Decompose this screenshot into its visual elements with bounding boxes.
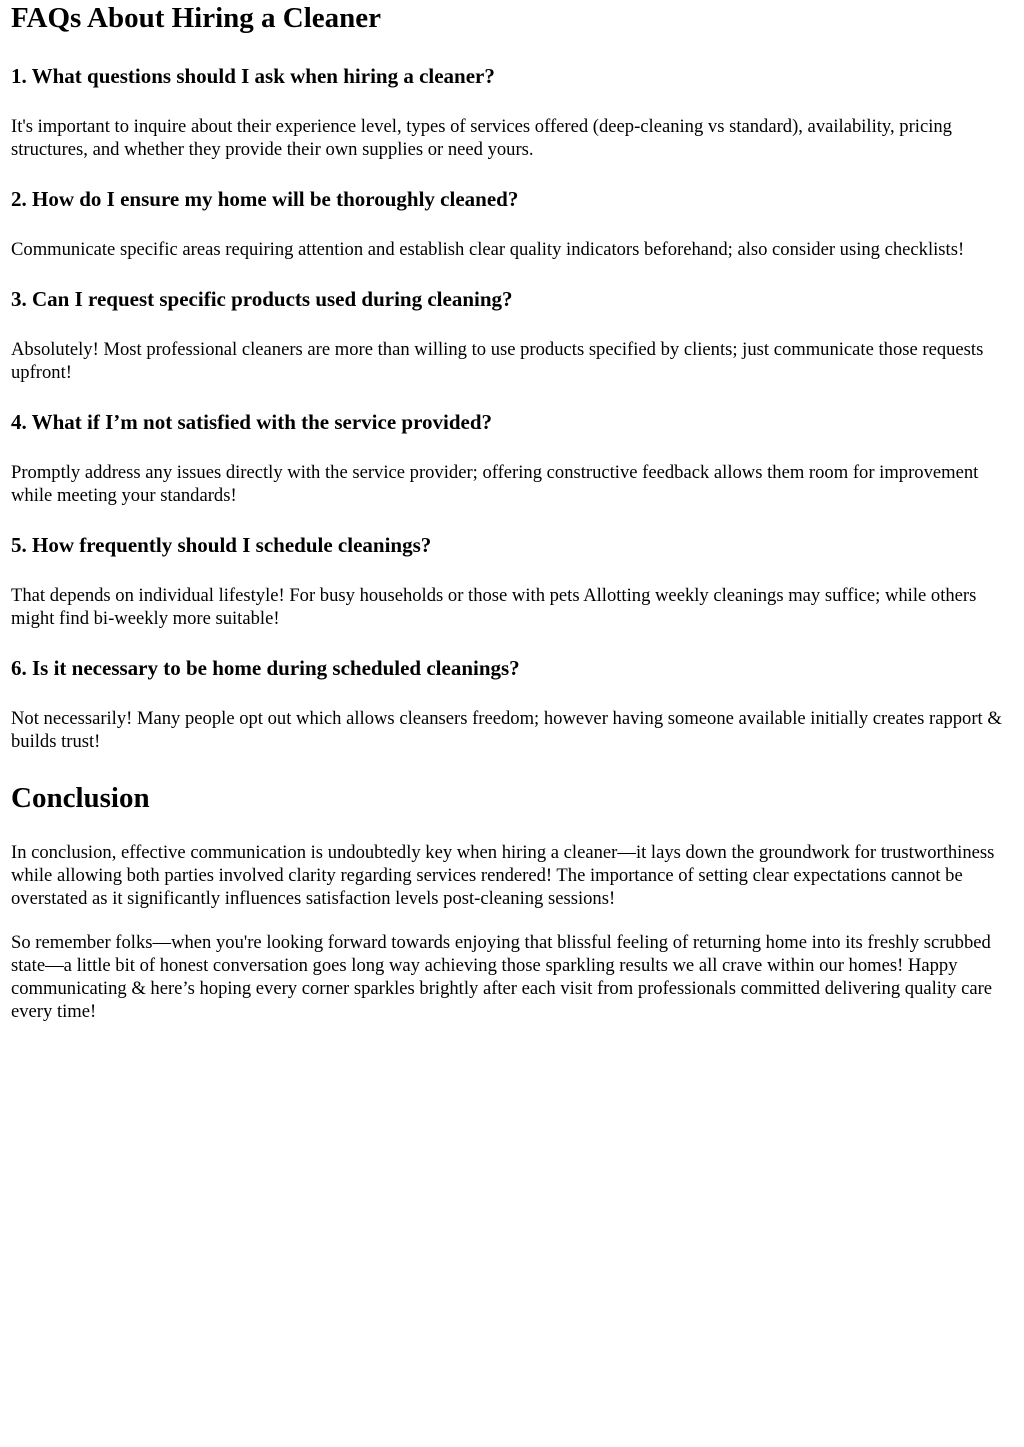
faq-question: 2. How do I ensure my home will be thoroughly cleaned? xyxy=(11,187,519,211)
conclusion-heading: Conclusion xyxy=(11,782,150,814)
faq-answer: Absolutely! Most professional cleaners are more than willing to use products specified by clients; just communicate those requests upfront! xyxy=(11,339,984,383)
conclusion-paragraph: In conclusion, effective communication is undoubtedly key when hiring a cleaner—it lays down the groundwork for trustworthiness while allowing both parties involved clarity regarding services rendered! The importance of setting clear expectations cannot be overstated as it significantly influences satisfaction levels post-cleaning sessions! xyxy=(11,842,995,909)
faq-item xyxy=(11,287,1014,384)
faq-question: 3. Can I request specific products used during cleaning? xyxy=(11,287,513,311)
faq-answer: Communicate specific areas requiring attention and establish clear quality indicators beforehand; also consider using checklists! xyxy=(11,239,965,260)
faq-list xyxy=(11,64,1014,753)
conclusion-body xyxy=(11,841,1014,1023)
faq-answer: That depends on individual lifestyle! For busy households or those with pets Allotting weekly cleanings may suffice; while others might find bi-weekly more suitable! xyxy=(11,585,977,629)
faq-item xyxy=(11,533,1014,630)
faq-answer: Promptly address any issues directly with the service provider; offering constructive feedback allows them room for improvement while meeting your standards! xyxy=(11,462,979,506)
faq-item xyxy=(11,656,1014,753)
faq-answer: It's important to inquire about their experience level, types of services offered (deep-cleaning vs standard), availability, pricing structures, and whether they provide their own supplies or need yours. xyxy=(11,116,952,160)
conclusion-paragraph: So remember folks—when you're looking forward towards enjoying that blissful feeling of returning home into its freshly scrubbed state—a little bit of honest conversation goes long way achieving those sparkling results we all crave within our homes! Happy communicating & here’s hoping every corner sparkles brightly after each visit from professionals committed delivering quality care every time! xyxy=(11,932,993,1022)
faq-question: 1. What questions should I ask when hiring a cleaner? xyxy=(11,64,495,88)
faq-item xyxy=(11,64,1014,161)
faq-question: 6. Is it necessary to be home during scheduled cleanings? xyxy=(11,656,520,680)
faq-question: 4. What if I’m not satisfied with the service provided? xyxy=(11,410,493,434)
faq-question: 5. How frequently should I schedule cleanings? xyxy=(11,533,432,557)
faq-item xyxy=(11,410,1014,507)
page-title: FAQs About Hiring a Cleaner xyxy=(11,2,382,34)
faq-answer: Not necessarily! Many people opt out which allows cleansers freedom; however having someone available initially creates rapport & builds trust! xyxy=(11,708,1002,752)
article xyxy=(0,1,1024,1023)
faq-item xyxy=(11,187,1014,261)
